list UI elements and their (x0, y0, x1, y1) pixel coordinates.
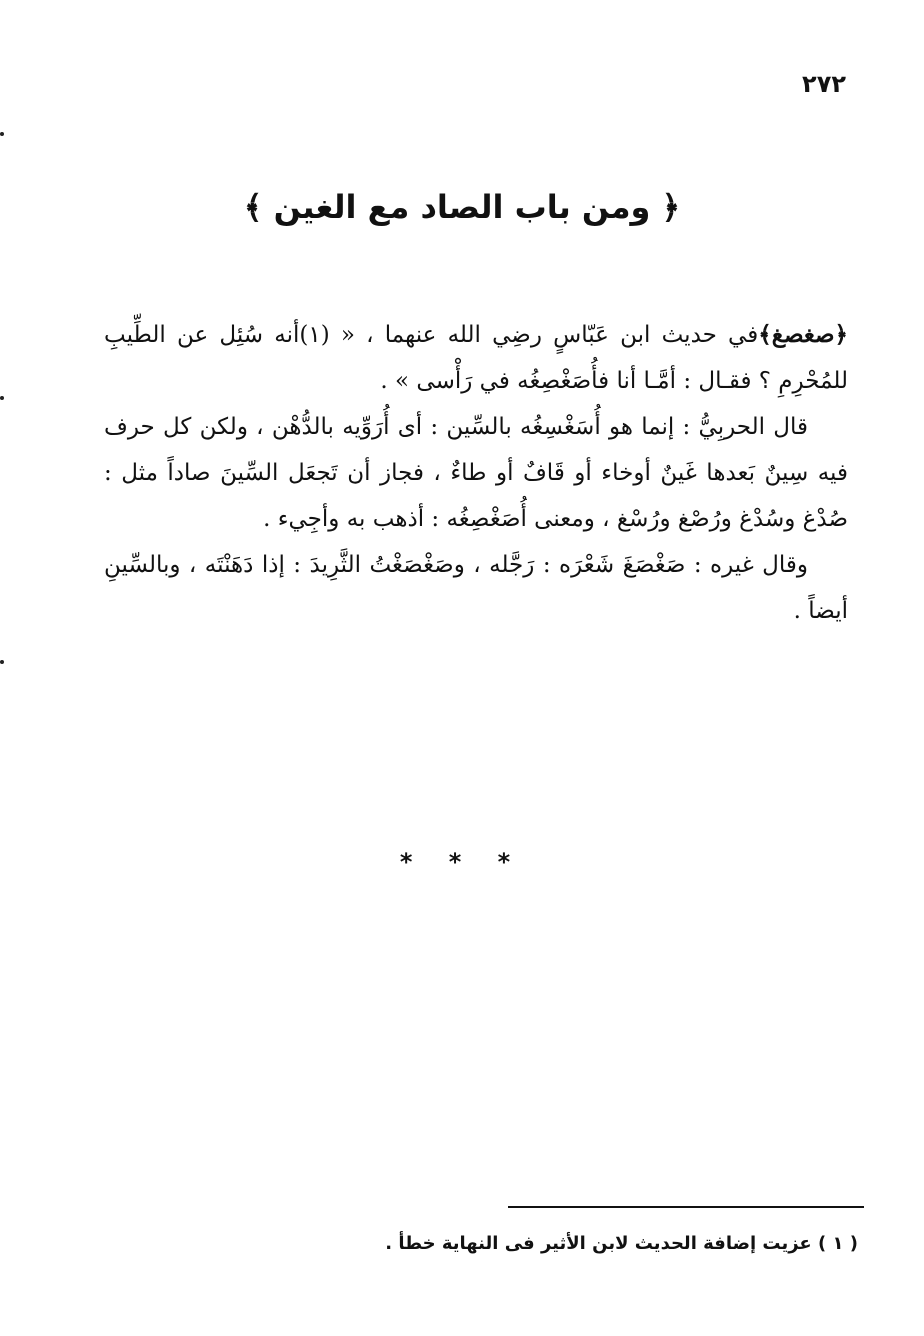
entry-paragraph-1 (104, 312, 848, 404)
margin-mark (0, 396, 4, 400)
margin-mark (0, 660, 4, 664)
entry-paragraph-3: وقال غيره : صَغْصَغَ شَعْرَه : رَجَّله ، وصَغْصَغْتُ الثَّرِيدَ : إذا دَهَنْتَه ، وبالسِّينِ أيضاً . (104, 552, 848, 624)
footnote-divider (508, 1206, 864, 1208)
entry-headword: ﴿صغصغ﴾ (758, 321, 848, 348)
entry-paragraph-2: قال الحربِيُّ : إنما هو أُسَغْسِغُه بالسِّين : أى أُرَوِّيه بالدُّهْن ، ولكن كل حرف فيه سِينٌ بَعدها غَينٌ أوخاء أو قَافٌ أو طاءٌ ، فجاز أن تَجعَل السِّينَ صاداً مثل : صُدْغ وسُدْغ ورُصْغ ورُسْغ ، ومعنى أُصَغْصِغُه : أذهب به وأجِيء . (104, 414, 848, 532)
section-separator: * * * (399, 848, 525, 876)
page-number: ٢٧٢ (802, 70, 846, 98)
footnote: ( ١ ) عزيت إضافة الحديث لابن الأثير فى النهاية خطأ . (385, 1233, 858, 1254)
entry-body (104, 312, 848, 634)
chapter-title: ﴿ ومن باب الصاد مع الغين ﴾ (243, 188, 681, 226)
margin-mark (0, 132, 4, 136)
entry-paragraph-1-text: في حديث ابن عَبّاسٍ رضِي الله عنهما ، « (١)أنه سُئِل عن الطِّيبِ للمُحْرِمِ ؟ فقـال : أمَّـا أنا فأُصَغْصِغُه في رَأْسى » . (104, 322, 848, 394)
